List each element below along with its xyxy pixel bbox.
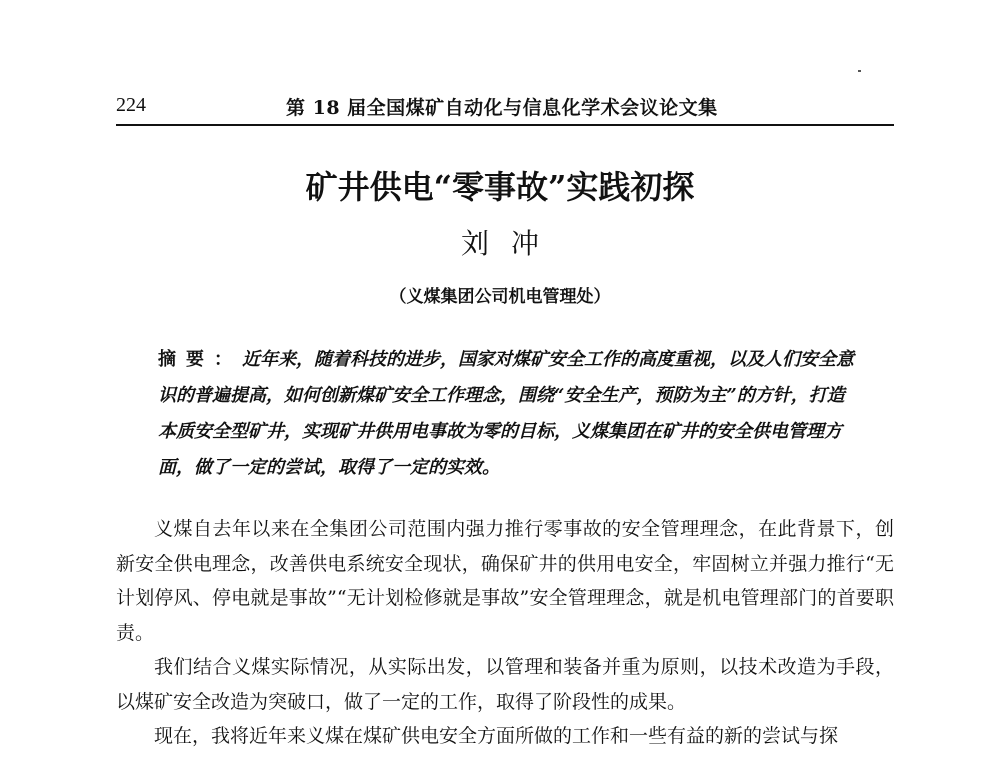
author-affiliation: （义煤集团公司机电管理处）	[389, 287, 611, 307]
article-body	[116, 512, 894, 754]
page-header	[116, 90, 894, 124]
author-name: 刘冲	[460, 227, 561, 260]
article-title: 矿井供电“零事故”实践初探	[305, 168, 695, 206]
abstract	[158, 342, 860, 486]
body-paragraph: 义煤自去年以来在全集团公司范围内强力推行零事故的安全管理理念，在此背景下，创新安全供电理念，改善供电系统安全现状，确保矿井的供用电安全，牢固树立并强力推行“无计划停风、停电就是事故”“无计划检修就是事故”安全管理理念，就是机电管理部门的首要职责。	[116, 518, 894, 644]
abstract-text: 近年来，随着科技的进步，国家对煤矿安全工作的高度重视，以及人们安全意识的普遍提高，如何创新煤矿安全工作理念，围绕“安全生产，预防为主”的方针，打造本质安全型矿井，实现矿井供用电事故为零的目标，义煤集团在矿井的安全供电管理方面，做了一定的尝试，取得了一定的实效。	[158, 349, 854, 478]
body-paragraph: 我们结合义煤实际情况，从实际出发，以管理和装备并重为原则，以技术改造为手段，以煤矿安全改造为突破口，做了一定的工作，取得了阶段性的成果。	[116, 656, 894, 713]
page-number: 224	[116, 94, 146, 116]
scan-speck	[858, 70, 861, 72]
running-title: 第 18 届全国煤矿自动化与信息化学术会议论文集	[286, 97, 718, 119]
abstract-label: 摘要：	[158, 349, 242, 370]
body-paragraph: 现在，我将近年来义煤在煤矿供电安全方面所做的工作和一些有益的新的尝试与探	[154, 725, 839, 747]
header-rule	[116, 124, 894, 126]
